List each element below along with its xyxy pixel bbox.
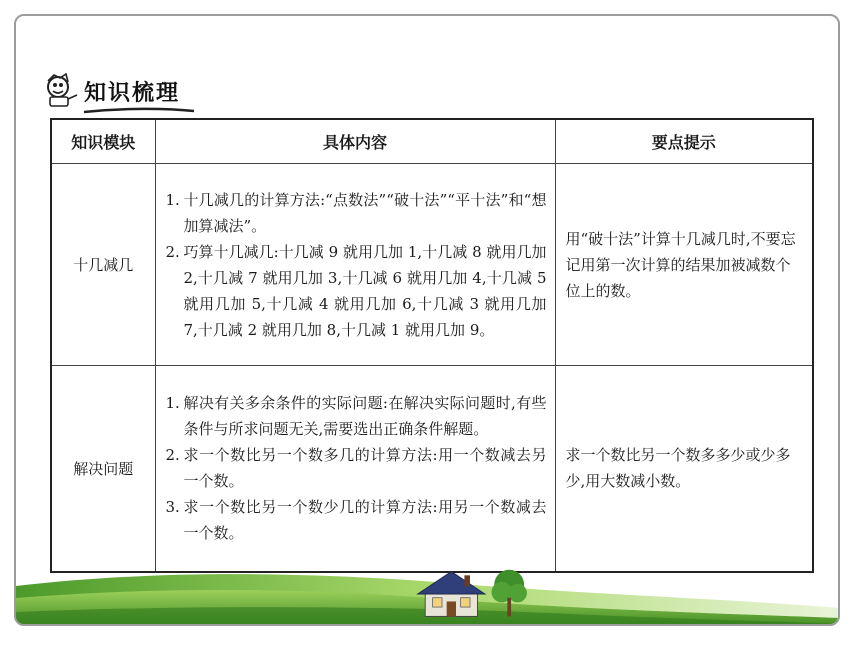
mascot-icon: [44, 73, 82, 109]
tip-cell: 求一个数比另一个数多多少或少多少,用大数减小数。: [555, 366, 813, 572]
tip-cell: 用“破十法”计算十几减几时,不要忘记用第一次计算的结果加被减数个位上的数。: [555, 164, 813, 366]
section-heading: [44, 72, 180, 110]
item-text: 求一个数比另一个数少几的计算方法:用另一个数减去一个数。: [183, 498, 547, 543]
module-cell: 十几减几: [51, 164, 155, 366]
table-header-row: [51, 119, 813, 164]
knowledge-table: [50, 118, 814, 573]
item-text: 求一个数比另一个数多几的计算方法:用一个数减去另一个数。: [183, 446, 547, 491]
item-text: 解决有关多余条件的实际问题:在解决实际问题时,有些条件与所求问题无关,需要选出正确条件解题。: [183, 394, 547, 439]
item-text: 巧算十几减几:十几减 9 就用几加 1,十几减 8 就用几加 2,十几减 7 就用几加 3,十几减 6 就用几加 4,十几减 5 就用几加 5,十几减 4 就用几加 6,十几减 3 就用几加 7,十几减 2 就用几加 8,十几减 1 就用几加 9。: [183, 242, 547, 339]
list-item: [166, 442, 547, 494]
item-text: 十几减几的计算方法:“点数法”“破十法”“平十法”和“想加算减法”。: [183, 190, 547, 235]
content-cell: [155, 164, 555, 366]
header-module: 知识模块: [51, 119, 155, 164]
list-item: [166, 187, 547, 239]
house-icon: [400, 566, 540, 622]
list-item: [166, 494, 547, 546]
heading-underline: [44, 106, 194, 116]
module-cell: 解决问题: [51, 366, 155, 572]
list-item: [166, 239, 547, 343]
item-number: 2.: [165, 446, 180, 465]
item-number: 1.: [165, 394, 180, 413]
header-content: 具体内容: [155, 119, 555, 164]
item-number: 3.: [165, 498, 180, 517]
table-row: [51, 164, 813, 366]
item-number: 1.: [165, 190, 180, 209]
heading-title: 知识梳理: [84, 80, 181, 106]
table-row: [51, 366, 813, 572]
item-number: 2.: [165, 242, 180, 261]
content-cell: [155, 366, 555, 572]
header-tip: 要点提示: [555, 119, 813, 164]
list-item: [166, 390, 547, 442]
